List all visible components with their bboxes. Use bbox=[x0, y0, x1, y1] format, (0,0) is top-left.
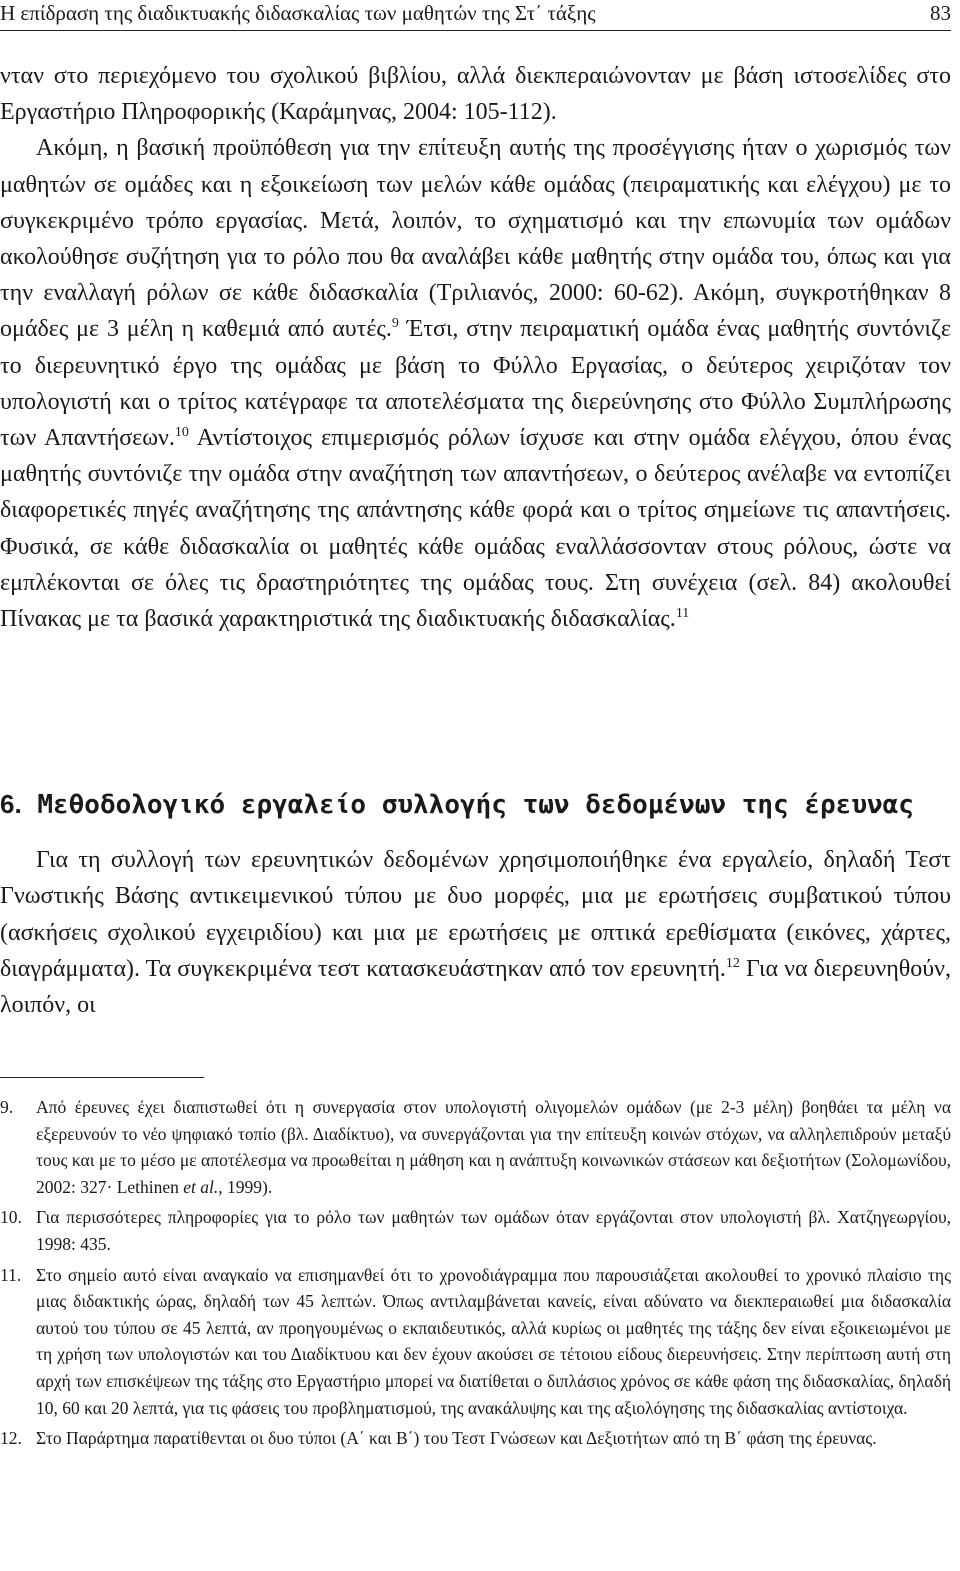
footnote-number: 11. bbox=[0, 1264, 22, 1285]
paragraph-continuation: νταν στο περιεχόμενο του σχολικού βιβλίου, αλλά διεκπεραιώνονταν με βάση ιστοσελίδες στο Εργαστήριο Πληροφορικής (Καράμηνας, 2004: 105-112). bbox=[0, 63, 951, 126]
section-number: 6. bbox=[0, 789, 22, 819]
footnote-text: Για περισσότερες πληροφορίες για το ρόλο των μαθητών των ομάδων όταν εργάζονται στον υπολογιστή βλ. Χατζηγεωργίου, 1998: 435. bbox=[36, 1207, 951, 1254]
main-text bbox=[0, 58, 951, 637]
footnote-ref-12[interactable]: 12 bbox=[725, 955, 740, 971]
footnote-number: 12. bbox=[0, 1428, 22, 1449]
footnotes bbox=[0, 1094, 951, 1452]
running-title: Η επίδραση της διαδικτυακής διδασκαλίας των μαθητών της Στ΄ τάξης bbox=[0, 1, 596, 25]
footnote-text: Στο σημείο αυτό είναι αναγκαίο να επισημανθεί ότι το χρονοδιάγραμμα που παρουσιάζεται ακολουθεί το χρονικό πλαίσιο της μιας διδακτικής ώρας, δηλαδή των 45 λεπτών. Όπως αντιλαμβάνεται κανείς, είναι αδύνατο να διεκπεραιωθεί μια διδασκαλία αυτού του τύπου σε 45 λεπτά, αν προηγουμένως ο εκπαιδευτικός, αλλά κυρίως οι μαθητές της τάξης δεν είναι εξοικειωμένοι με τη χρήση των υπολογιστών και του Διαδίκτυου και δεν έχουν ακούσει σε τέτοιου είδους διερευνήσεις. Στην περίπτωση αυτή στη αρχή των επισκέψεων της τάξης στο Εργαστήριο μπορεί να διατίθεται ο διπλάσιος χρόνος σε κάθε φάση της διδασκαλίας, δηλαδή 10, 60 και 20 λεπτά, για τις φάσεις του προβληματισμού, της ανακάλυψης και της αξιολόγησης της διδασκαλίας αντίστοιχα. bbox=[36, 1264, 951, 1418]
paragraph-tool: Για τη συλλογή των ερευνητικών δεδομένων χρησιμοποιήθηκε ένα εργαλείο, δηλαδή Τεστ Γνωστικής Βάσης αντικειμενικού τύπου με δυο μορφές, μια με ερωτήσεις συμβατικού τύπου (ασκήσεις σχολικού εγχειριδίου) και μια με ερωτήσεις με οπτικά ερεθίσματα (εικόνες, χάρτες, διαγράμματα). Τα συγκεκριμένα τεστ κατασκευάστηκαν από τον ερευνητή.$^{12}$ Για να διερευνηθούν, λοιπόν, οι bbox=[0, 847, 952, 1019]
section-heading bbox=[0, 786, 951, 823]
running-header bbox=[0, 0, 951, 31]
footnote-9 bbox=[0, 1094, 951, 1200]
footnote-10 bbox=[0, 1204, 951, 1257]
section-title: Μεθοδολογικό εργαλείο συλλογής των δεδομένων της έρευνας bbox=[21, 790, 914, 820]
footnote-12 bbox=[0, 1425, 951, 1452]
footnote-number: 10. bbox=[0, 1207, 22, 1228]
footnote-ref-10[interactable]: 10 bbox=[174, 425, 189, 441]
page-number: 83 bbox=[930, 1, 951, 25]
footnote-number: 9. bbox=[0, 1097, 14, 1117]
footnote-11 bbox=[0, 1262, 951, 1422]
footnote-ref-9[interactable]: 9 bbox=[391, 316, 399, 332]
paragraph-roles: Ακόμη, η βασική προϋπόθεση για την επίτευξη αυτής της προσέγγισης ήταν ο χωρισμός των μαθητών σε ομάδες και η εξοικείωση των μελών κάθε ομάδας (πειραματικής και ελέγχου) με το συγκεκριμένο τρόπο εργασίας. Μετά, λοιπόν, το σχηματισμό και την επωνυμία των ομάδων ακολούθησε συζήτηση για το ρόλο που θα αναλάβει κάθε μαθητής στην ομάδα του, όπως και για την εναλλαγή ρόλων σε κάθε διδασκαλία (Τριλιανός, 2000: 60-62). Ακόμη, συγκροτήθηκαν 8 ομάδες με 3 μέλη η καθεμιά από αυτές.$^9$ Έτσι, στην πειραματική ομάδα ένας μαθητής συντόνιζε το διερευνητικό έργο της ομάδας με βάση το Φύλλο Εργασίας, ο δεύτερος χειριζόταν τον υπολογιστή και ο τρίτος κατέγραφε τα αποτελέσματα της διερεύνησης στο Φύλλο Συμπλήρωσης των Απαντήσεων.$^{10}$ Αντίστοιχος επιμερισμός ρόλων ίσχυσε και στην ομάδα ελέγχου, όπου ένας μαθητής συντόνιζε την ομάδα στην αναζήτηση των απαντήσεων, ο δεύτερος ανέλαβε να εντοπίζει διαφορετικές πηγές αναζήτησης της απάντησης κάθε φορά και ο τρίτος σημείωνε τις απαντήσεις. Φυσικά, σε κάθε διδασκαλία οι μαθητές κάθε ομάδας εναλλάσσονταν στους ρόλους, ώστε να εμπλέκονται σε όλες τις δραστηριότητες της ομάδας τους. Στη συνέχεια (σελ. 84) ακολουθεί Πίνακας με τα βασικά χαρακτηριστικά της διαδικτυακής διδασκαλίας.$^{11}$ bbox=[0, 135, 952, 633]
footnote-separator bbox=[0, 1077, 204, 1078]
section-text bbox=[0, 842, 951, 1023]
footnote-text: Από έρευνες έχει διαπιστωθεί ότι η συνεργασία στον υπολογιστή ολιγομελών ομάδων (με 2-3 μέλη) βοηθάει τα μέλη να εξερευνούν το νέο ψηφιακό τοπίο (βλ. Διαδίκτυο), να συνεργάζονται για την επίτευξη κοινών στόχων, να αλληλεπιδρούν μεταξύ τους και με το μέσο με αποτέλεσμα να προωθείται η μάθηση και η ανάπτυξη κοινωνικών στάσεων και δεξιοτήτων (Σολομωνίδου, 2002: 327· Lethinen et al., 1999). bbox=[36, 1097, 951, 1197]
footnote-ref-11[interactable]: 11 bbox=[675, 606, 690, 622]
footnote-text: Στο Παράρτημα παρατίθενται οι δυο τύποι (Α΄ και Β΄) του Τεστ Γνώσεων και Δεξιοτήτων από τη Β΄ φάση της έρευνας. bbox=[36, 1428, 877, 1449]
